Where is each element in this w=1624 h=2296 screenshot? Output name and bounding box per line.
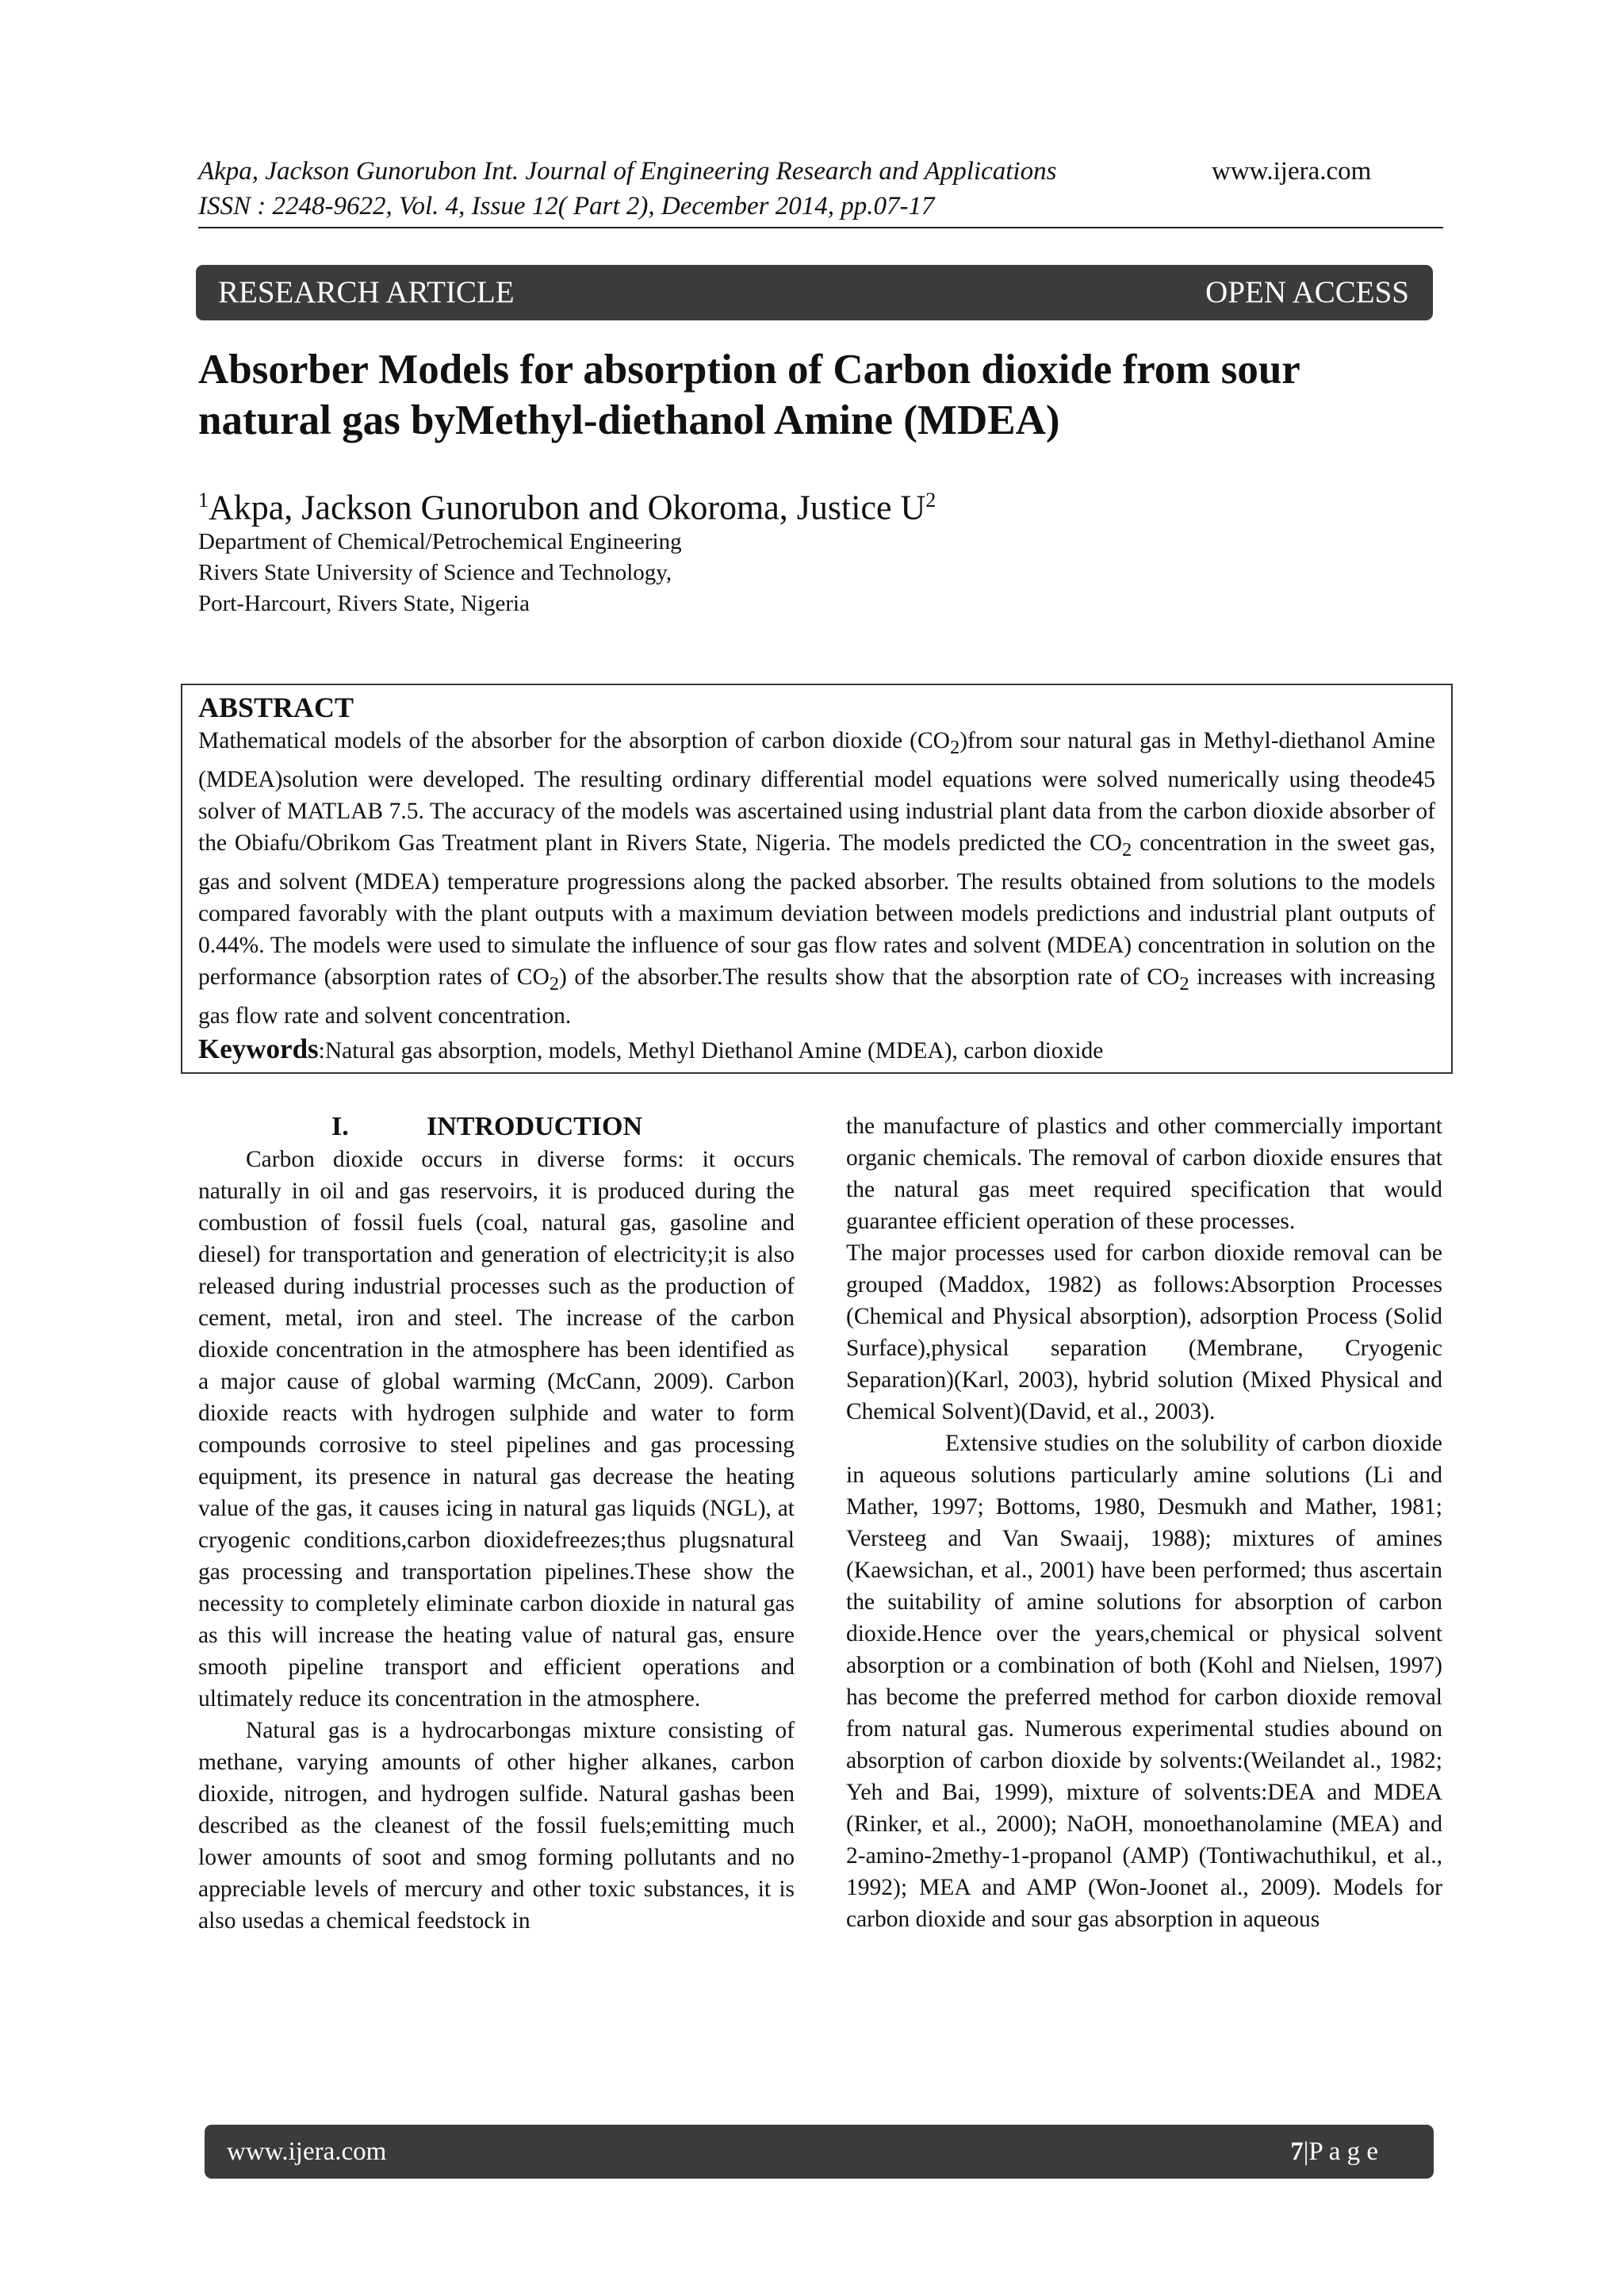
section-number: I. bbox=[331, 1112, 349, 1141]
right-column bbox=[846, 1110, 1442, 1935]
section-heading-introduction bbox=[198, 1110, 795, 1144]
affiliation bbox=[198, 527, 682, 619]
intro-paragraph-5: Extensive studies on the solubility of carbon dioxide in aqueous solutions particularly amine solutions (Li and Mather, 1997; Bottoms, 1980, Desmukh and Mather, 1981; Versteeg and Van Swaaij, 1988); mixtures of amines (Kaewsichan, et al., 2001) have been performed; thus ascertain the suitability of amine solutions for absorption of carbon dioxide.Hence over the years,chemical or physical solvent absorption or a combination of both (Kohl and Nielsen, 1997) has become the preferred method for carbon dioxide removal from natural gas. Numerous experimental studies abound on absorption of carbon dioxide by solvents:(Weilandet al., 1982; Yeh and Bai, 1999), mixture of solvents:DEA and MDEA (Rinker, et al., 2000); NaOH, monoethanolamine (MEA) and 2-amino-2methy-1-propanol (AMP) (Tontiwachuthikul, et al., 1992); MEA and AMP (Won-Joonet al., 2009). Models for carbon dioxide and sour gas absorption in aqueous bbox=[846, 1431, 1442, 1932]
running-header bbox=[198, 155, 1404, 187]
header-website: www.ijera.com bbox=[1212, 157, 1372, 186]
header-issn: ISSN : 2248-9622, Vol. 4, Issue 12( Part 2), December 2014, pp.07-17 bbox=[198, 192, 935, 220]
keywords bbox=[198, 1032, 1435, 1068]
research-article-label: RESEARCH ARTICLE bbox=[218, 275, 515, 309]
section-title: INTRODUCTION bbox=[427, 1112, 643, 1141]
left-column bbox=[198, 1110, 795, 1937]
abstract-box bbox=[181, 684, 1453, 1074]
article-type-banner bbox=[196, 265, 1433, 320]
open-access-label: OPEN ACCESS bbox=[1205, 275, 1409, 309]
author-names: Akpa, Jackson Gunorubon and Okoroma, Justice U bbox=[209, 488, 926, 527]
keywords-label: Keywords bbox=[198, 1033, 319, 1064]
abstract-heading: ABSTRACT bbox=[198, 692, 354, 723]
header-journal: Akpa, Jackson Gunorubon Int. Journal of Engineering Research and Applications bbox=[198, 157, 1057, 186]
intro-paragraph-3: the manufacture of plastics and other commercially important organic chemicals. The removal of carbon dioxide ensures that the natural gas meet required specification that would guarantee efficient operation of these processes. bbox=[846, 1114, 1442, 1234]
intro-paragraph-2: Natural gas is a hydrocarbongas mixture consisting of methane, varying amounts of other higher alkanes, carbon dioxide, nitrogen, and hydrogen sulfide. Natural gashas been described as the cleanest of the fossil fuels;emitting much lower amounts of soot and smog forming pollutants and no appreciable levels of mercury and other toxic substances, it is also usedas a chemical feedstock in bbox=[198, 1718, 795, 1934]
intro-paragraph-1: Carbon dioxide occurs in diverse forms: it occurs naturally in oil and gas reservoirs, it is produced during the combustion of fossil fuels (coal, natural gas, gasoline and diesel) for transportation and generation of electricity;it is also released during industrial processes such as the production of cement, metal, iron and steel. The increase of the carbon dioxide concentration in the atmosphere has been identified as a major cause of global warming (McCann, 2009). Carbon dioxide reacts with hydrogen sulphide and water to form compounds corrosive to steel pipelines and gas processing equipment, its presence in natural gas decrease the heating value of the gas, it causes icing in natural gas liquids (NGL), at cryogenic conditions,carbon dioxidefreezes;thus plugsnatural gas processing and transportation pipelines.These show the necessity to completely eliminate carbon dioxide in natural gas as this will increase the heating value of natural gas, ensure smooth pipeline transport and efficient operations and ultimately reduce its concentration in the atmosphere. bbox=[198, 1147, 795, 1711]
author-sup-1: 1 bbox=[198, 489, 209, 512]
abstract-text: Mathematical models of the absorber for the absorption of carbon dioxide $(CO_2)from$ sour natural gas in Methyl-diethanol Amine (MDEA)solution were developed. The resulting ordinary differential model equations were solved numerically using theode45 solver of MATLAB 7.5. The accuracy of the models was ascertained using industrial plant data from the carbon dioxide absorber of the Obiafu/Obrikom Gas Treatment plant in Rivers State, Nigeria. The models predicted the $CO_2$ concentration in the sweet gas, gas and solvent (MDEA) temperature progressions along the packed absorber. The results obtained from solutions to the models compared favorably with the plant outputs with a maximum deviation between models predictions and industrial plant outputs of 0.44%. The models were used to simulate the influence of sour gas flow rates and solvent (MDEA) concentration in solution on the performance (absorption rates of $CO_2$) of the absorber.The results show that the absorption rate of $CO_2$ increases with increasing gas flow rate and solvent concentration. bbox=[198, 728, 1436, 1029]
affiliation-line: Department of Chemical/Petrochemical Engineering bbox=[198, 529, 682, 554]
footer-website: www.ijera.com bbox=[227, 2137, 387, 2166]
keywords-list: :Natural gas absorption, models, Methyl Diethanol Amine (MDEA), carbon dioxide bbox=[318, 1037, 1104, 1064]
paper-title: Absorber Models for absorption of Carbon dioxide from sour natural gas byMethyl-diethanol Amine (MDEA) bbox=[198, 347, 1300, 443]
author-sup-2: 2 bbox=[925, 489, 936, 512]
header-rule bbox=[198, 227, 1443, 228]
page-number: 7|P a g e bbox=[1290, 2137, 1378, 2166]
affiliation-line: Port-Harcourt, Rivers State, Nigeria bbox=[198, 591, 530, 616]
affiliation-line: Rivers State University of Science and Technology, bbox=[198, 560, 672, 585]
author-line bbox=[198, 477, 936, 532]
page-footer bbox=[205, 2125, 1434, 2179]
intro-paragraph-4: The major processes used for carbon dioxide removal can be grouped (Maddox, 1982) as follows:Absorption Processes (Chemical and Physical absorption), adsorption Process (Solid Surface),physical separation (Membrane, Cryogenic Separation)(Karl, 2003), hybrid solution (Mixed Physical and Chemical Solvent)(David, et al., 2003). bbox=[846, 1240, 1442, 1424]
